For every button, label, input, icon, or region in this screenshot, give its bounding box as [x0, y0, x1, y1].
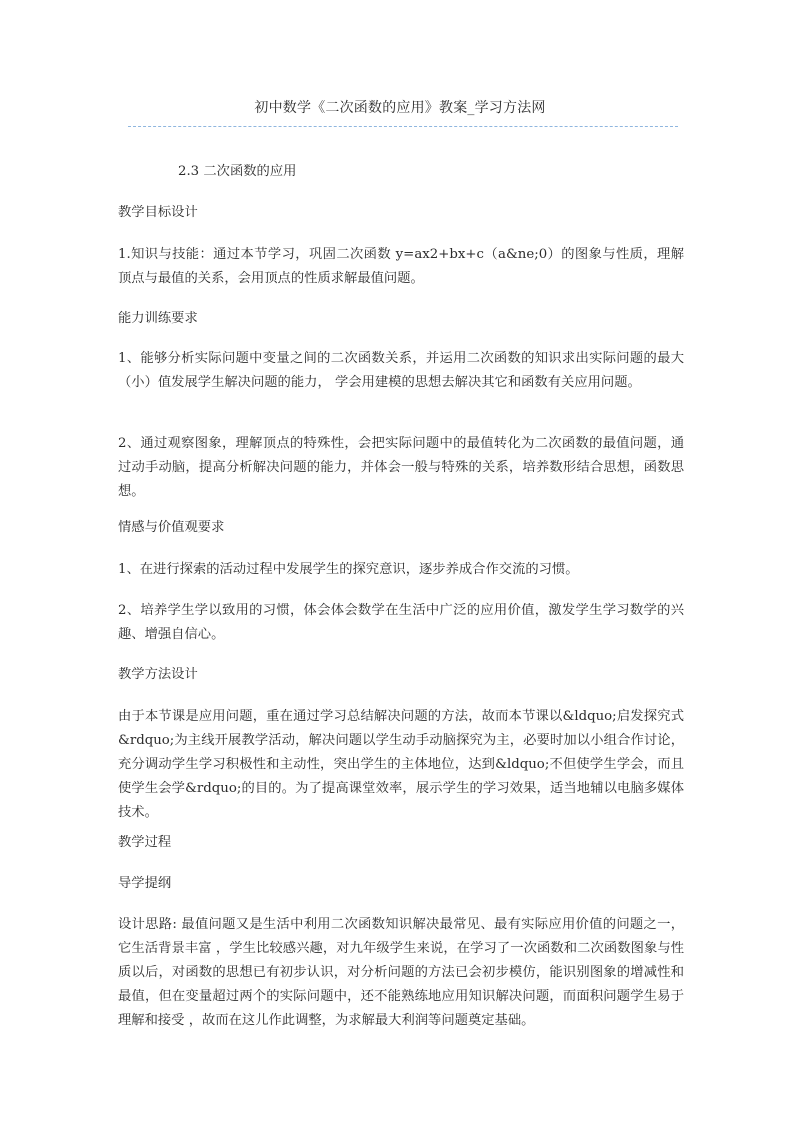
emotion-paragraph-1: 1、在进行探索的活动过程中发展学生的探究意识，逐步养成合作交流的习惯。 — [118, 562, 579, 577]
section-title: 2.3 二次函数的应用 — [178, 164, 297, 179]
emotion-paragraph-2: 2、培养学生学以致用的习惯，体会体会数学在生活中广泛的应用价值，激发学生学习数学的兴趣、增强自信心。 — [118, 603, 684, 642]
ability-paragraph-1: 1、能够分析实际问题中变量之间的二次函数关系，并运用二次函数的知识求出实际问题的最大（小）值发展学生解决问题的能力， 学会用建模的思想去解决其它和函数有关应用问题。 — [118, 351, 684, 390]
method-paragraph: 由于本节课是应用问题，重在通过学习总结解决问题的方法，故而本节课以&ldquo;启发探究式&rdquo;为主线开展教学活动，解决问题以学生动手动脑探究为主，必要时加以小组合作讨论，充分调动学生学习积极性和主动性，突出学生的主体地位，达到&ldquo;不但使学生学会，而且使学生会学&rdquo;的目的。为了提高课堂效率，展示学生的学习效果，适当地辅以电脑多媒体技术。 — [118, 709, 684, 820]
header-divider — [128, 126, 678, 127]
design-paragraph: 设计思路: 最值问题又是生活中利用二次函数知识解决最常见、最有实际应用价值的问题之一，它生活背景丰富 ，学生比较感兴趣，对九年级学生来说，在学习了一次函数和二次函数图象与性质以后，对函数的思想已有初步认识，对分析问题的方法已会初步模仿，能识别图象的增减性和最值，但在变量超过两个的实际问题中，还不能熟练地应用知识解决问题，而面积问题学生易于理解和接受 ，故而在这儿作此调整，为求解最大利润等问题奠定基础。 — [118, 917, 684, 1028]
goal-knowledge-paragraph: 1.知识与技能：通过本节学习，巩固二次函数 y=ax2+bx+c（a&ne;0）的图象与性质，理解顶点与最值的关系，会用顶点的性质求解最值问题。 — [118, 247, 684, 286]
goals-heading: 教学目标设计 — [118, 205, 198, 220]
document-header-title: 初中数学《二次函数的应用》教案_学习方法网 — [254, 100, 546, 116]
ability-heading: 能力训练要求 — [118, 311, 198, 326]
method-heading: 教学方法设计 — [118, 667, 198, 682]
guide-heading: 导学提纲 — [118, 876, 172, 891]
process-heading: 教学过程 — [118, 835, 172, 850]
ability-paragraph-2: 2、通过观察图象，理解顶点的特殊性，会把实际问题中的最值转化为二次函数的最值问题，通过动手动脑，提高分析解决问题的能力，并体会一般与特殊的关系，培养数形结合思想，函数思想。 — [118, 436, 684, 499]
emotion-heading: 情感与价值观要求 — [118, 520, 225, 535]
